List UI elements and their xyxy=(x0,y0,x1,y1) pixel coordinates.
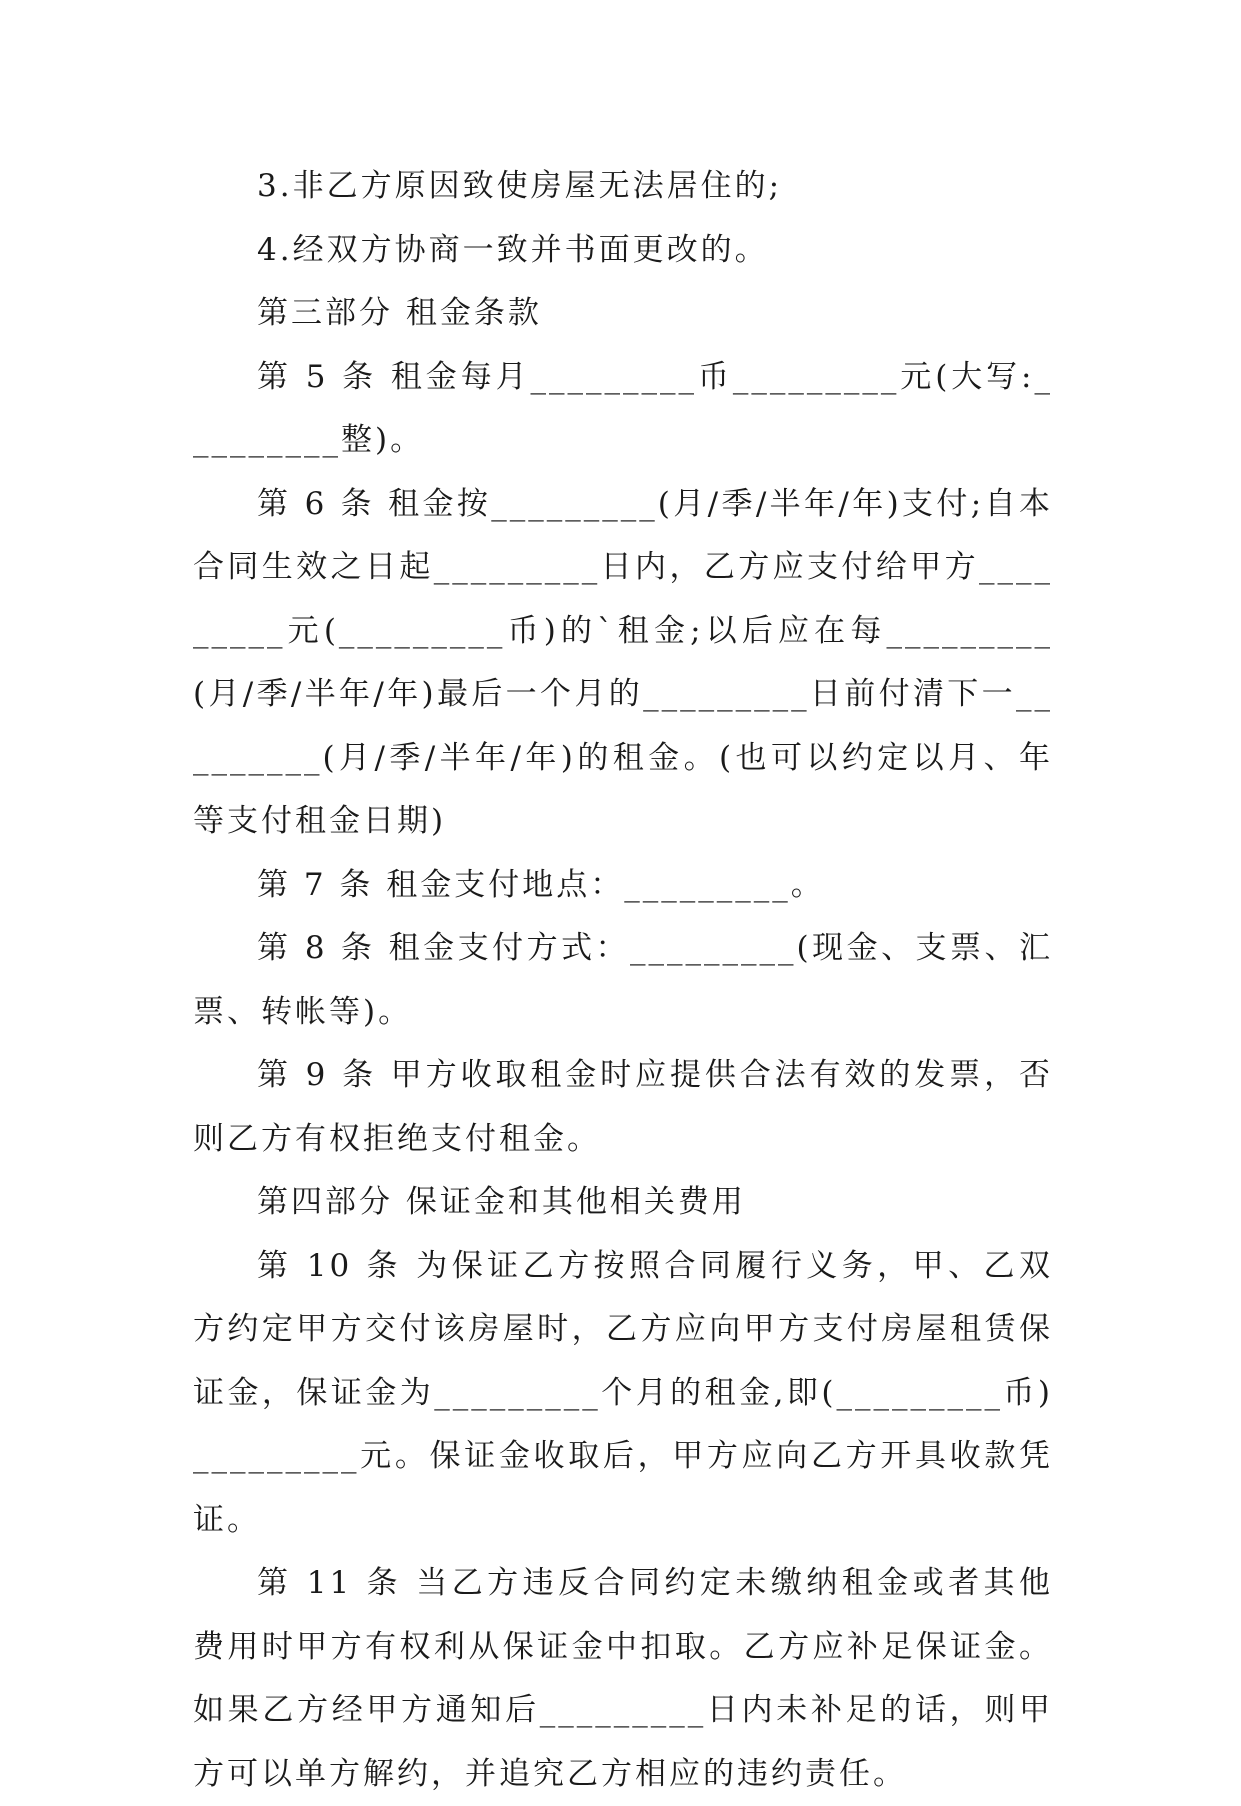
section-heading-part-4: 第四部分 保证金和其他相关费用 xyxy=(257,1184,746,1220)
document-body xyxy=(193,155,1053,1806)
article-9: 第 9 条 甲方收取租金时应提供合法有效的发票，否则乙方有权拒绝支付租金。 xyxy=(193,1057,1053,1157)
article-11: 第 11 条 当乙方违反合同约定未缴纳租金或者其他费用时甲方有权利从保证金中扣取。乙方应补足保证金。如果乙方经甲方通知后_________日内未补足的话，则甲方可以单方解约，并追究乙方相应的违约责任。 xyxy=(193,1565,1053,1792)
article-7: 第 7 条 租金支付地点：_________。 xyxy=(257,866,825,903)
clause-4-item: 4.经双方协商一致并书面更改的。 xyxy=(257,231,769,268)
article-8: 第 8 条 租金支付方式：_________(现金、支票、汇票、转帐等)。 xyxy=(193,930,1053,1030)
clause-3-item: 3.非乙方原因致使房屋无法居住的; xyxy=(257,168,783,204)
article-5: 第 5 条 租金每月_________币_________元(大写:_________整)。 xyxy=(193,358,1053,458)
article-6: 第 6 条 租金按_________(月/季/半年/年)支付;自本合同生效之日起_________日内，乙方应支付给甲方_________元(_________币)的`租金;以后应在每_________(月/季/半年/年)最后一个月的_________日前付清下一_________(月/季/半年/年)的租金。(也可以约定以月、年等支付租金日期) xyxy=(193,485,1053,839)
section-heading-part-3: 第三部分 租金条款 xyxy=(257,295,542,331)
article-10: 第 10 条 为保证乙方按照合同履行义务，甲、乙双方约定甲方交付该房屋时，乙方应向甲方支付房屋租赁保证金，保证金为_________个月的租金,即(_________币)_________元。保证金收取后，甲方应向乙方开具收款凭证。 xyxy=(193,1247,1053,1538)
